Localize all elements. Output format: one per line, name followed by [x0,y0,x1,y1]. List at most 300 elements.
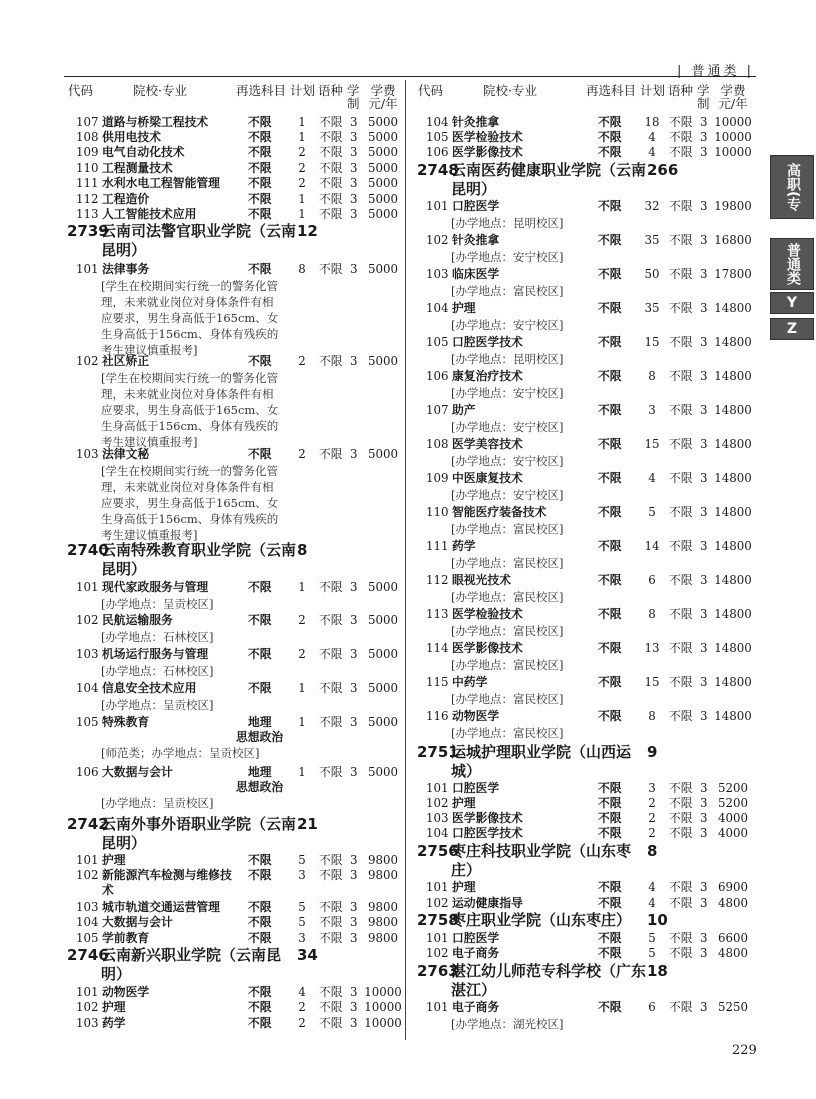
major-subjects: 不限 [248,613,272,627]
major-lang: 不限 [669,437,693,451]
major-subjects: 不限 [248,900,272,914]
major-subjects: 不限 [598,946,622,960]
major-fee: 5000 [367,715,399,729]
school-name: 枣庄职业学院（山东枣庄） [451,911,632,929]
major-code: 111 [76,176,99,190]
header-school-major: 院校·专业 [133,83,187,98]
major-name: 电子商务 [452,946,500,960]
major-name: 针灸推拿 [452,233,500,247]
major-subjects: 不限 [598,369,622,383]
major-lang: 不限 [319,580,343,594]
major-subjects: 不限 [248,192,272,206]
major-lang: 不限 [319,447,343,461]
major-name: 医学美容技术 [452,437,523,451]
category-tag: | 普通类 | [676,64,754,79]
major-plan: 1 [298,115,306,129]
major-xuezhi: 3 [700,641,708,655]
major-code: 103 [76,900,99,914]
major-name: 工程测量技术 [102,161,173,175]
major-name: 口腔医学技术 [452,335,523,349]
major-plan: 5 [648,946,656,960]
major-name: 口腔医学 [452,199,500,213]
major-fee: 14800 [714,471,752,485]
major-plan: 5 [298,853,306,867]
major-subjects: 不限 [598,880,622,894]
major-code: 101 [426,880,449,894]
column-divider [405,80,406,1040]
school-name: 云南司法警官职业学院（云南 [101,222,297,240]
major-code: 102 [426,233,449,247]
major-xuezhi: 3 [700,896,708,910]
major-note: 生身高低于156cm、身体有残疾的 [101,512,279,526]
major-subjects: 不限 [598,505,622,519]
major-note: [办学地点：富民校区] [451,556,564,570]
major-subjects: 不限 [248,1016,272,1030]
major-code: 105 [426,130,449,144]
major-lang: 不限 [319,853,343,867]
major-xuezhi: 3 [700,437,708,451]
major-name: 法律事务 [102,262,150,276]
major-name: 药学 [102,1016,126,1030]
major-note: [学生在校期间实行统一的警务化管 [101,464,278,478]
major-xuezhi: 3 [350,447,358,461]
major-fee: 5000 [367,161,399,175]
major-note: [学生在校期间实行统一的警务化管 [101,279,278,293]
major-name: 中医康复技术 [452,471,523,485]
major-lang: 不限 [319,192,343,206]
major-fee: 5000 [367,176,399,190]
school-name: 云南外事外语职业学院（云南 [101,815,297,833]
major-code: 108 [426,437,449,451]
major-fee: 4800 [717,896,749,910]
major-lang: 不限 [669,471,693,485]
major-name: 中药学 [452,675,488,689]
major-lang: 不限 [669,301,693,315]
major-plan: 15 [644,675,660,689]
major-note: 应要求，男生身高低于165cm、女 [101,496,279,510]
major-plan: 5 [648,505,656,519]
major-lang: 不限 [319,715,343,729]
major-fee: 14800 [714,675,752,689]
major-subjects: 不限 [598,796,622,810]
major-plan: 32 [644,199,660,213]
major-subjects: 不限 [598,811,622,825]
school-code: 2748 [417,161,459,179]
major-fee: 5200 [717,796,749,810]
major-name: 口腔医学技术 [452,826,523,840]
major-lang: 不限 [319,145,343,159]
major-note: [办学地点：富民校区] [451,726,564,740]
major-plan: 15 [644,335,660,349]
major-xuezhi: 3 [700,301,708,315]
major-lang: 不限 [669,267,693,281]
major-subjects: 不限 [598,471,622,485]
major-xuezhi: 3 [350,115,358,129]
major-name: 机场运行服务与管理 [102,647,209,661]
major-subjects: 不限 [598,301,622,315]
major-plan: 2 [298,1016,306,1030]
major-plan: 1 [298,715,306,729]
school-code: 2751 [417,743,459,761]
major-lang: 不限 [669,826,693,840]
major-note: [办学地点：富民校区] [451,658,564,672]
header-fee: 学费元/年 [368,83,398,111]
major-name: 眼视光技术 [452,573,511,587]
major-name: 医学影像技术 [452,811,523,825]
major-code: 101 [76,580,99,594]
major-plan: 15 [644,437,660,451]
major-code: 114 [426,641,449,655]
school-name-cont: 昆明） [101,241,147,259]
major-xuezhi: 3 [700,145,708,159]
major-lang: 不限 [669,880,693,894]
major-xuezhi: 3 [700,539,708,553]
major-xuezhi: 3 [700,233,708,247]
major-note: [办学地点：富民校区] [451,522,564,536]
major-name: 大数据与会计 [102,915,173,929]
major-subjects: 不限 [248,145,272,159]
major-code: 112 [426,573,449,587]
major-xuezhi: 3 [350,647,358,661]
major-lang: 不限 [669,641,693,655]
major-fee: 10000 [714,115,752,129]
major-subjects: 不限 [248,931,272,945]
major-code: 105 [426,335,449,349]
major-code: 102 [426,946,449,960]
major-code: 106 [426,145,449,159]
major-subjects: 不限 [598,233,622,247]
major-note: 生身高低于156cm、身体有残疾的 [101,327,279,341]
major-xuezhi: 3 [700,826,708,840]
major-code: 104 [76,915,99,929]
major-code: 101 [426,199,449,213]
major-code: 107 [426,403,449,417]
major-lang: 不限 [669,335,693,349]
major-lang: 不限 [319,207,343,221]
major-code: 103 [76,647,99,661]
header-school-major: 院校·专业 [483,83,537,98]
major-subjects: 不限 [248,580,272,594]
major-name: 工程造价 [102,192,150,206]
major-subjects: 不限 [248,262,272,276]
major-note: [办学地点：呈贡校区] [101,597,214,611]
major-xuezhi: 3 [350,900,358,914]
major-plan: 8 [648,607,656,621]
major-name: 道路与桥梁工程技术 [102,115,209,129]
major-xuezhi: 3 [350,580,358,594]
major-xuezhi: 3 [350,176,358,190]
major-fee: 14800 [714,403,752,417]
major-xuezhi: 3 [700,781,708,795]
major-lang: 不限 [669,130,693,144]
major-xuezhi: 3 [700,709,708,723]
major-fee: 5000 [367,447,399,461]
major-xuezhi: 3 [700,471,708,485]
major-code: 113 [76,207,99,221]
major-plan: 2 [298,354,306,368]
major-fee: 5000 [367,145,399,159]
major-subjects: 不限 [598,539,622,553]
major-name: 电气自动化技术 [102,145,185,159]
major-plan: 4 [648,880,656,894]
major-code: 101 [76,853,99,867]
major-fee: 5000 [367,262,399,276]
major-name: 动物医学 [452,709,500,723]
header-lang: 语种 [668,83,694,98]
major-lang: 不限 [669,233,693,247]
school-code: 2746 [67,946,109,964]
major-name: 医学影像技术 [452,641,523,655]
major-note: [办学地点：安宁校区] [451,454,564,468]
major-lang: 不限 [669,811,693,825]
major-subjects: 不限 [248,207,272,221]
major-xuezhi: 3 [700,267,708,281]
major-code: 105 [76,715,99,729]
school-name-cont: 庄） [451,861,482,879]
major-name: 城市轨道交通运营管理 [102,900,220,914]
major-xuezhi: 3 [700,369,708,383]
school-name-cont: 昆明） [451,180,497,198]
major-plan: 3 [648,403,656,417]
header-xuezhi: 学制 [347,83,360,111]
major-plan: 14 [644,539,660,553]
major-code: 102 [76,868,99,882]
major-code: 106 [76,765,99,779]
major-name: 人工智能技术应用 [102,207,197,221]
major-plan: 1 [298,580,306,594]
side-tab-letter-y: Y [770,292,814,314]
major-xuezhi: 3 [700,607,708,621]
major-plan: 1 [298,681,306,695]
major-subjects: 不限 [248,915,272,929]
header-code: 代码 [68,83,94,98]
major-name: 民航运输服务 [102,613,173,627]
major-lang: 不限 [669,199,693,213]
major-subjects: 不限 [248,853,272,867]
major-subjects: 不限 [598,403,622,417]
major-subjects-2: 思想政治 [236,730,284,744]
major-subjects: 不限 [598,335,622,349]
major-plan: 3 [298,868,306,882]
major-subjects: 不限 [598,781,622,795]
school-name: 云南医药健康职业学院（云南 [451,161,647,179]
major-subjects: 不限 [598,826,622,840]
major-lang: 不限 [319,1000,343,1014]
major-code: 107 [76,115,99,129]
major-code: 102 [426,796,449,810]
major-subjects: 不限 [598,709,622,723]
side-tab-letter-z: Z [770,318,814,340]
school-name: 云南特殊教育职业学院（云南 [101,541,297,559]
major-fee: 10000 [364,1000,402,1014]
major-plan: 3 [648,781,656,795]
major-code: 102 [76,354,99,368]
major-note: [办学地点：昆明校区] [451,352,564,366]
major-subjects: 不限 [248,868,272,882]
school-plan: 10 [647,911,668,929]
major-fee: 14800 [714,505,752,519]
major-fee: 16800 [714,233,752,247]
major-xuezhi: 3 [350,715,358,729]
major-code: 104 [426,301,449,315]
major-note: [办学地点：安宁校区] [451,420,564,434]
major-fee: 14800 [714,437,752,451]
major-plan: 2 [298,1000,306,1014]
major-note: 考生建议慎重报考] [101,343,198,357]
major-lang: 不限 [319,931,343,945]
major-plan: 35 [644,233,660,247]
major-plan: 8 [648,709,656,723]
page-number: 229 [732,1043,757,1058]
major-plan: 2 [298,647,306,661]
major-xuezhi: 3 [350,915,358,929]
major-note: [办学地点：安宁校区] [451,488,564,502]
school-plan: 34 [297,946,318,964]
major-name: 护理 [102,1000,126,1014]
major-xuezhi: 3 [700,403,708,417]
major-fee: 6600 [717,931,749,945]
major-plan: 8 [298,262,306,276]
major-xuezhi: 3 [700,811,708,825]
major-fee: 14800 [714,369,752,383]
major-fee: 10000 [364,985,402,999]
major-subjects: 不限 [598,896,622,910]
major-subjects: 不限 [598,437,622,451]
major-lang: 不限 [319,613,343,627]
major-code: 104 [426,826,449,840]
major-note: [办学地点：石林校区] [101,630,214,644]
major-lang: 不限 [669,675,693,689]
major-fee: 9800 [367,931,399,945]
school-name: 运城护理职业学院（山西运 [451,743,632,761]
major-note: 理，未来就业岗位对身体条件有相 [101,295,274,309]
school-code: 2758 [417,911,459,929]
school-name-cont: 湛江） [451,981,497,999]
major-subjects-2: 思想政治 [236,780,284,794]
major-subjects: 不限 [598,267,622,281]
major-fee: 4000 [717,826,749,840]
major-plan: 2 [298,161,306,175]
major-subjects: 不限 [248,681,272,695]
major-xuezhi: 3 [700,675,708,689]
major-xuezhi: 3 [350,931,358,945]
major-xuezhi: 3 [350,985,358,999]
major-name-cont: 术 [102,883,114,897]
header-plan: 计划 [640,83,666,98]
major-fee: 5000 [367,613,399,627]
major-name: 医学检验技术 [452,130,523,144]
major-fee: 14800 [714,709,752,723]
major-name: 学前教育 [102,931,150,945]
major-name: 护理 [452,796,476,810]
major-name: 社区矫正 [102,354,150,368]
major-fee: 5000 [367,580,399,594]
major-lang: 不限 [319,647,343,661]
major-fee: 14800 [714,573,752,587]
major-fee: 6900 [717,880,749,894]
major-xuezhi: 3 [700,796,708,810]
major-name: 电子商务 [452,1000,500,1014]
header-subjects: 再选科目 [236,83,287,98]
major-lang: 不限 [319,176,343,190]
major-fee: 5250 [717,1000,749,1014]
major-xuezhi: 3 [350,681,358,695]
school-name-cont: 城） [451,762,482,780]
major-code: 105 [76,931,99,945]
major-subjects: 不限 [248,115,272,129]
school-code: 2739 [67,222,109,240]
major-name: 新能源汽车检测与维修技 [102,868,232,882]
major-subjects: 不限 [598,931,622,945]
major-name: 特殊教育 [102,715,150,729]
major-fee: 17800 [714,267,752,281]
major-note: 理，未来就业岗位对身体条件有相 [101,480,274,494]
major-lang: 不限 [669,369,693,383]
major-note: 考生建议慎重报考] [101,528,198,542]
major-fee: 14800 [714,335,752,349]
major-plan: 2 [298,613,306,627]
major-plan: 6 [648,573,656,587]
major-subjects: 不限 [248,354,272,368]
major-plan: 8 [648,369,656,383]
major-lang: 不限 [669,896,693,910]
major-fee: 5000 [367,130,399,144]
major-subjects: 不限 [598,199,622,213]
major-code: 103 [76,447,99,461]
school-plan: 8 [647,842,658,860]
major-xuezhi: 3 [700,115,708,129]
major-code: 112 [76,192,99,206]
school-code: 2742 [67,815,109,833]
major-plan: 2 [298,447,306,461]
major-name: 助产 [452,403,476,417]
major-subjects: 不限 [598,573,622,587]
major-name: 护理 [452,301,476,315]
major-name: 智能医疗装备技术 [452,505,547,519]
major-code: 110 [426,505,449,519]
major-xuezhi: 3 [350,853,358,867]
major-subjects: 地理 [248,765,272,779]
major-name: 法律文秘 [102,447,150,461]
major-fee: 10000 [364,1016,402,1030]
major-note: [办学地点：石林校区] [101,664,214,678]
major-lang: 不限 [669,115,693,129]
major-name: 口腔医学 [452,781,500,795]
major-plan: 4 [648,145,656,159]
school-name: 湛江幼儿师范专科学校（广东 [451,962,647,980]
major-note: 理，未来就业岗位对身体条件有相 [101,387,274,401]
major-plan: 5 [298,915,306,929]
major-fee: 5000 [367,207,399,221]
major-subjects: 不限 [598,607,622,621]
major-xuezhi: 3 [700,1000,708,1014]
major-code: 101 [426,781,449,795]
header-subjects: 再选科目 [586,83,637,98]
major-xuezhi: 3 [350,161,358,175]
major-note: [办学地点：呈贡校区] [101,796,214,810]
major-lang: 不限 [319,900,343,914]
side-tab-category: 普通类 [770,238,814,290]
major-note: 生身高低于156cm、身体有残疾的 [101,419,279,433]
major-fee: 9800 [367,915,399,929]
major-fee: 5000 [367,192,399,206]
major-name: 康复治疗技术 [452,369,523,383]
school-name: 枣庄科技职业学院（山东枣 [451,842,632,860]
top-rule [64,76,756,77]
major-fee: 14800 [714,301,752,315]
major-subjects: 不限 [248,647,272,661]
major-xuezhi: 3 [350,1000,358,1014]
